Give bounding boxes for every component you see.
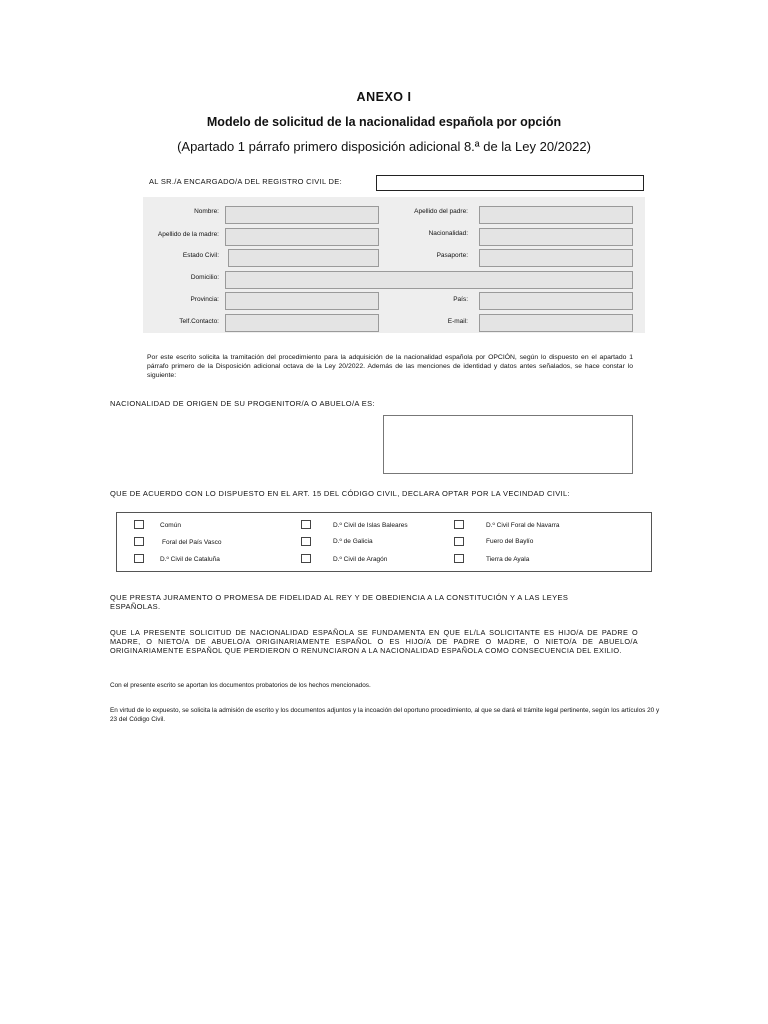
checkbox-baleares[interactable]: [301, 520, 311, 529]
option-label-aragon: D.º Civil de Aragón: [333, 556, 388, 563]
documents-statement: Con el presente escrito se aportan los documentos probatorios de los hechos mencionados.: [110, 682, 371, 689]
option-label-comun: Común: [160, 522, 181, 529]
registry-label: AL SR./A ENCARGADO/A DEL REGISTRO CIVIL DE:: [149, 177, 342, 186]
checkbox-navarra[interactable]: [454, 520, 464, 529]
telf-label: Telf.Contacto:: [179, 318, 219, 325]
option-label-pais-vasco: Foral del País Vasco: [162, 539, 222, 546]
option-label-baylio: Fuero del Baylío: [486, 538, 534, 545]
domicilio-label: Domicilio:: [190, 274, 219, 281]
apellido-padre-input[interactable]: [479, 206, 633, 224]
checkbox-comun[interactable]: [134, 520, 144, 529]
vecindad-label: QUE DE ACUERDO CON LO DISPUESTO EN EL ART. 15 DEL CÓDIGO CIVIL, DECLARA OPTAR POR LA VECINDAD CIVIL:: [110, 489, 570, 498]
checkbox-pais-vasco[interactable]: [134, 537, 144, 546]
origin-label: NACIONALIDAD DE ORIGEN DE SU PROGENITOR/A O ABUELO/A ES:: [110, 399, 375, 408]
page-title: ANEXO I: [356, 90, 412, 104]
email-input[interactable]: [479, 314, 633, 332]
nombre-input[interactable]: [225, 206, 379, 224]
option-label-galicia: D.º de Galicia: [333, 538, 373, 545]
nacionalidad-label: Nacionalidad:: [428, 230, 468, 237]
checkbox-aragon[interactable]: [301, 554, 311, 563]
oath-statement: QUE PRESTA JURAMENTO O PROMESA DE FIDELIDAD AL REY Y DE OBEDIENCIA A LA CONSTITUCIÓN Y A LAS LEYES ESPAÑOLAS.: [110, 593, 569, 611]
intro-paragraph: Por este escrito solicita la tramitación del procedimiento para la adquisición de la nacionalidad española por OPCIÓN, según lo dispuesto en el apartado 1 párrafo primero de la Disposición adicional octava de la Ley 20/2022. Además de las menciones de identidad y datos antes señalados, se hace constar lo siguiente:: [147, 354, 633, 380]
provincia-input[interactable]: [225, 292, 379, 310]
pais-input[interactable]: [479, 292, 633, 310]
domicilio-input[interactable]: [225, 271, 633, 289]
pais-label: País:: [453, 296, 468, 303]
apellido-madre-input[interactable]: [225, 228, 379, 246]
pasaporte-label: Pasaporte:: [436, 252, 468, 259]
basis-statement: QUE LA PRESENTE SOLICITUD DE NACIONALIDAD ESPAÑOLA SE FUNDAMENTA EN QUE EL/LA SOLICITANTE ES HIJO/A DE PADRE O MADRE, O NIETO/A DE ABUELO/A ORIGINARIAMENTE ESPAÑOL O ES HIJO/A DE PADRE O MADRE, O NIETO/A DE ABUELO/A ORIGINARIAMENTE ESPAÑOL QUE PERDIERON O RENUNCIARON A LA NACIONALIDAD ESPAÑOLA COMO CONSECUENCIA DEL EXILIO.: [110, 628, 638, 655]
option-label-cataluna: D.º Civil de Cataluña: [160, 556, 220, 563]
checkbox-ayala[interactable]: [454, 554, 464, 563]
nombre-label: Nombre:: [194, 208, 219, 215]
option-label-baleares: D.º Civil de Islas Baleares: [333, 522, 408, 529]
nacionalidad-input[interactable]: [479, 228, 633, 246]
estado-civil-input[interactable]: [228, 249, 379, 267]
checkbox-galicia[interactable]: [301, 537, 311, 546]
option-label-ayala: Tierra de Ayala: [486, 556, 530, 563]
page-subtitle: Modelo de solicitud de la nacionalidad española por opción: [206, 115, 562, 129]
estado-civil-label: Estado Civil:: [182, 252, 219, 259]
option-label-navarra: D.º Civil Foral de Navarra: [486, 522, 560, 529]
telf-input[interactable]: [225, 314, 379, 332]
email-label: E-mail:: [447, 318, 468, 325]
registry-input[interactable]: [376, 175, 644, 191]
legal-reference: (Apartado 1 párrafo primero disposición adicional 8.ª de la Ley 20/2022): [177, 139, 591, 154]
closing-statement: En virtud de lo expuesto, se solicita la admisión de escrito y los documentos adjuntos y la incoación del oportuno procedimiento, al que se dará el trámite legal pertinente, según los artículos 20 y 23 del Código Civil.: [110, 707, 660, 723]
origin-input[interactable]: [383, 415, 633, 474]
apellido-madre-label: Apellido de la madre:: [157, 231, 219, 238]
checkbox-cataluna[interactable]: [134, 554, 144, 563]
apellido-padre-label: Apellido del padre:: [414, 208, 468, 215]
checkbox-baylio[interactable]: [454, 537, 464, 546]
pasaporte-input[interactable]: [479, 249, 633, 267]
provincia-label: Provincia:: [190, 296, 219, 303]
